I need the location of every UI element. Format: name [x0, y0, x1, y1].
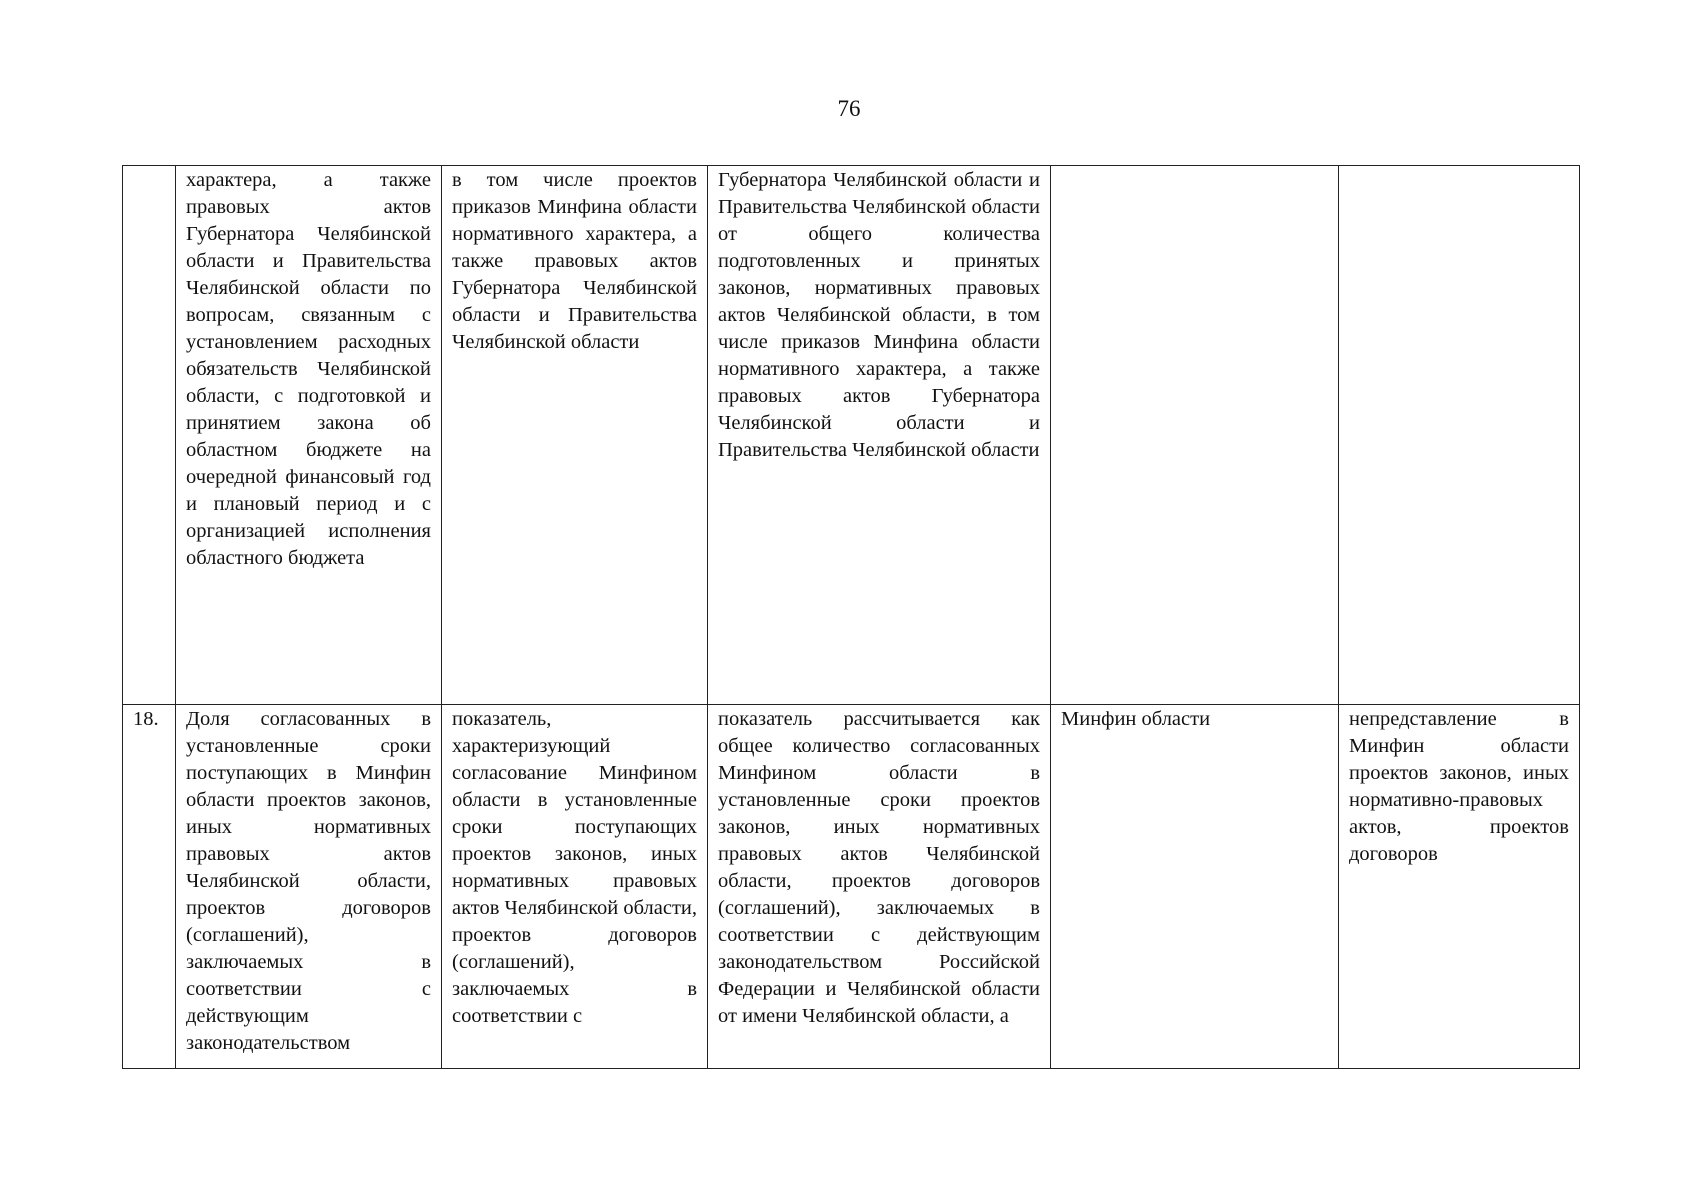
calculation-method-text: показатель рассчитывается как общее количество согласованных Минфином области в установленные сроки проектов законов, иных нормативных правовых актов Челябинской области, проектов договоров (соглашений), заключаемых в соответствии с действующим законодательством Российской Федерации и Челябинской области от имени Челябинской области, а — [718, 708, 1040, 1027]
indicator-name-cell — [176, 705, 442, 1069]
table-row — [123, 166, 1580, 705]
indicators-table — [122, 165, 1580, 1069]
risk-factors-cell — [1339, 705, 1580, 1069]
calculation-method-cell — [708, 705, 1051, 1069]
calculation-method-cell — [708, 166, 1051, 705]
indicator-name-cell — [176, 166, 442, 705]
table-row — [123, 705, 1580, 1069]
indicator-description-text: в том числе проектов приказов Минфина области нормативного характера, а также правовых актов Губернатора Челябинской области и Правительства Челябинской области — [452, 169, 697, 353]
indicator-name-text: Доля согласованных в установленные сроки поступающих в Минфин области проектов законов, иных нормативных правовых актов Челябинской области, проектов договоров (соглашений), заключаемых в соответствии с действующим законодательством — [186, 708, 431, 1054]
indicator-name-text: характера, а также правовых актов Губернатора Челябинской области и Правительства Челябинской области по вопросам, связанным с установлением расходных обязательств Челябинской области, с подготовкой и принятием закона об областном бюджете на очередной финансовый год и плановый период и с организацией исполнения областного бюджета — [186, 169, 431, 569]
indicator-description-cell — [442, 166, 708, 705]
risk-factors-cell — [1339, 166, 1580, 705]
page-number: 76 — [837, 96, 861, 121]
responsible-text: Минфин области — [1061, 708, 1211, 730]
indicator-description-text: показатель, характеризующий согласование Минфином области в установленные сроки поступающих проектов законов, иных нормативных правовых актов Челябинской области, проектов договоров (соглашений), заключаемых в соответствии с — [452, 708, 697, 1027]
responsible-cell — [1051, 166, 1339, 705]
responsible-cell — [1051, 705, 1339, 1069]
row-number-cell: 18. — [123, 705, 176, 1069]
risk-factors-text: непредставление в Минфин области проектов законов, иных нормативно-правовых актов, проектов договоров — [1349, 708, 1569, 865]
calculation-method-text: Губернатора Челябинской области и Правительства Челябинской области от общего количества подготовленных и принятых законов, нормативных правовых актов Челябинской области, в том числе приказов Минфина области нормативного характера, а также правовых актов Губернатора Челябинской области и Правительства Челябинской области — [718, 169, 1040, 461]
row-number-cell — [123, 166, 176, 705]
indicator-description-cell — [442, 705, 708, 1069]
